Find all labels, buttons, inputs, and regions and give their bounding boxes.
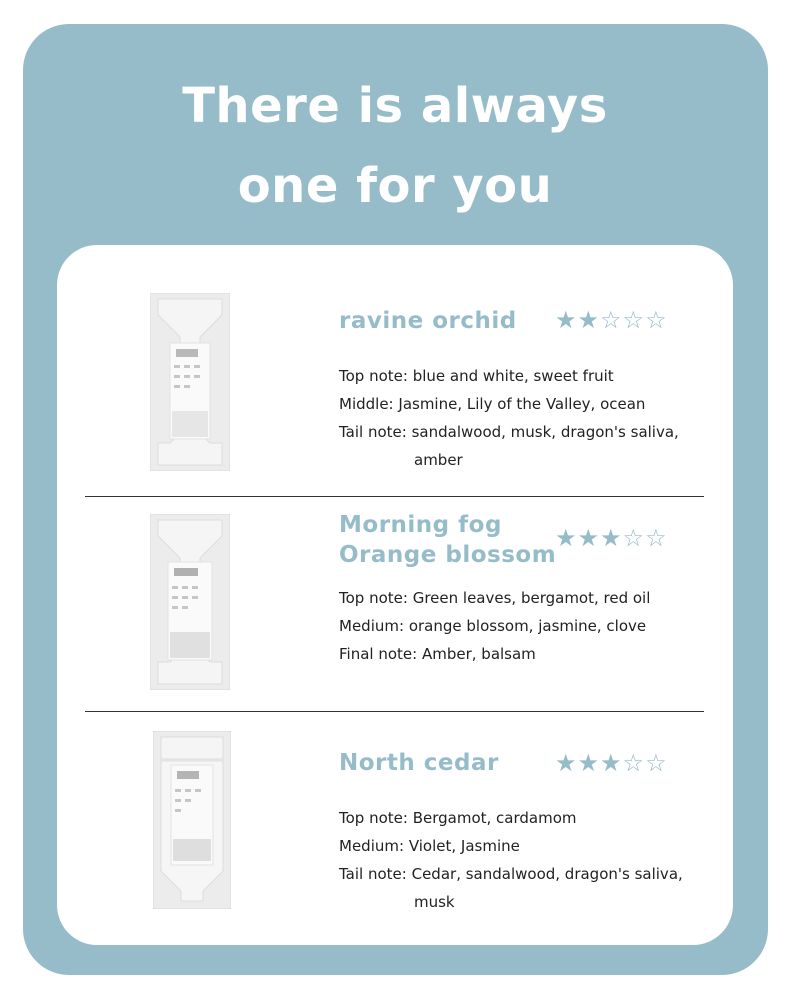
headline-line-2: one for you (237, 158, 553, 214)
note-middle: Medium: Violet, Jasmine (339, 837, 520, 855)
product-name-line-2: Orange blossom (339, 542, 557, 568)
notes-list (339, 804, 719, 916)
section-divider (85, 711, 704, 712)
sachet-image (150, 293, 230, 471)
notes-list (339, 584, 719, 668)
notes-list (339, 362, 719, 474)
note-top: Top note: Green leaves, bergamot, red oil (339, 589, 651, 607)
rating-stars: ★★★☆☆ (555, 749, 668, 777)
rating-stars: ★★★☆☆ (555, 524, 668, 552)
rating-stars: ★★☆☆☆ (555, 306, 668, 334)
note-top: Top note: blue and white, sweet fruit (339, 367, 614, 385)
sachet-image (153, 731, 231, 909)
note-final: Final note: Amber, balsam (339, 645, 536, 663)
note-middle: Middle: Jasmine, Lily of the Valley, ocean (339, 395, 646, 413)
headline (0, 66, 790, 226)
note-middle: Medium: orange blossom, jasmine, clove (339, 617, 647, 635)
note-top: Top note: Bergamot, cardamom (339, 809, 577, 827)
product-name-line-1: Morning fog (339, 512, 502, 538)
headline-line-1: There is always (182, 78, 608, 134)
product-name: North cedar (339, 750, 499, 776)
note-tail: Tail note: sandalwood, musk, dragon's saliva, amber (339, 423, 679, 469)
product-name: ravine orchid (339, 308, 517, 334)
sachet-image (150, 514, 230, 690)
note-tail: Tail note: Cedar, sandalwood, dragon's saliva, musk (339, 865, 683, 911)
section-divider (85, 496, 704, 497)
